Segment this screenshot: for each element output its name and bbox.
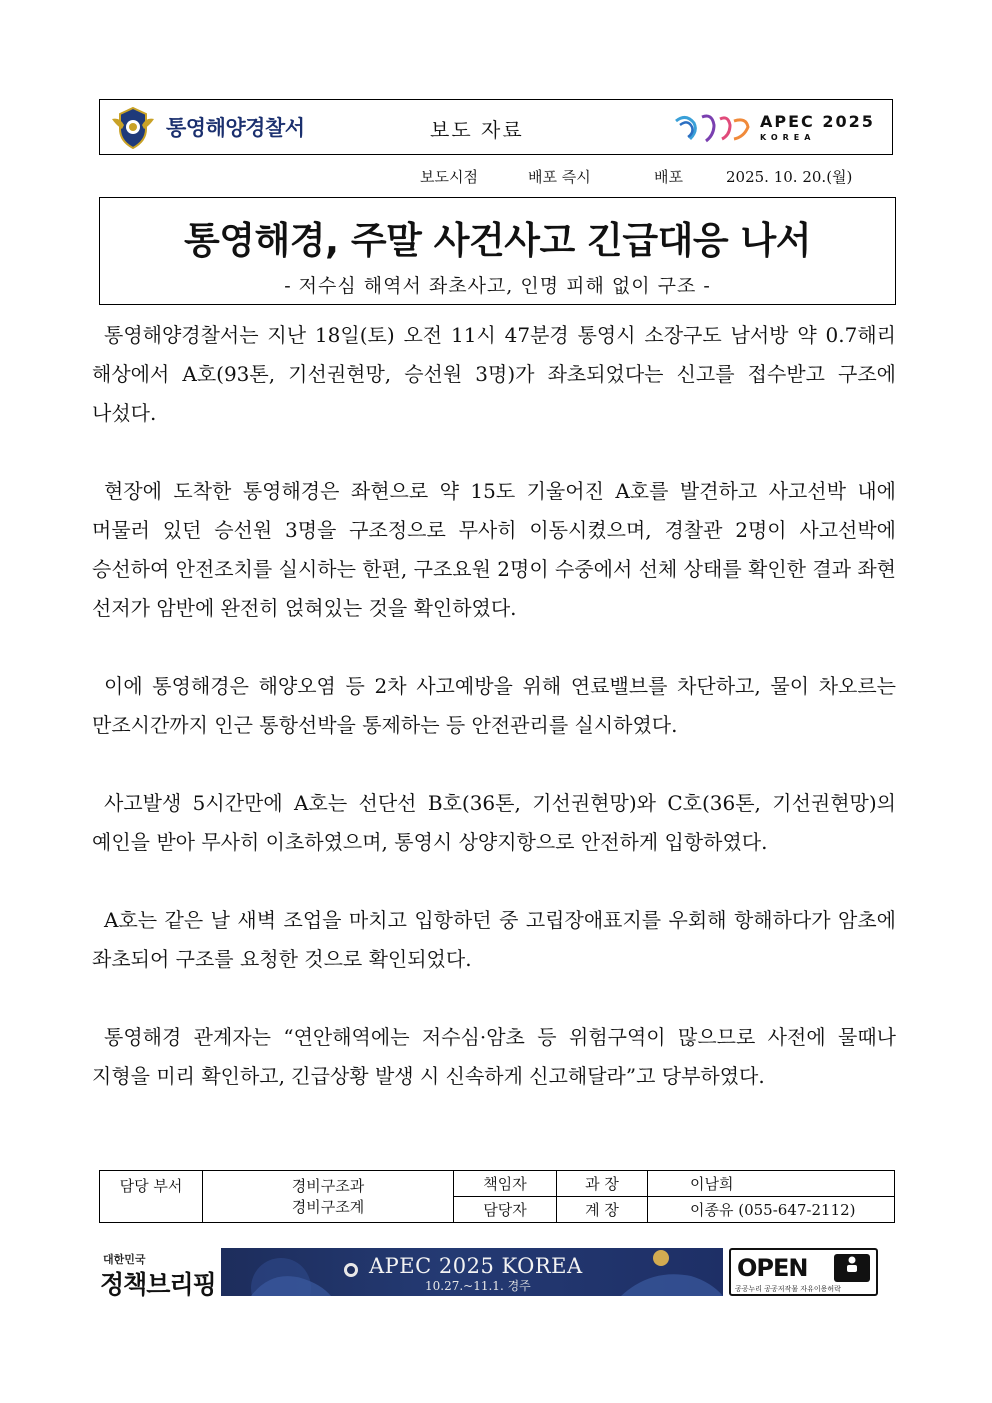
open-text: OPEN (737, 1254, 808, 1282)
release-timing: 배포 즉시 (528, 168, 591, 186)
position-contact: 계 장 (557, 1197, 648, 1223)
team-name: 경비구조계 (291, 1197, 365, 1216)
paragraph: A호는 같은 날 새벽 조업을 마치고 입항하던 중 고립장애표지를 우회해 항해하다가 암초에 좌초되어 구조를 요청한 것으로 확인되었다. (92, 908, 896, 971)
release-date: 2025. 10. 20.(월) (726, 168, 853, 186)
headline-box (99, 197, 896, 305)
banner-dates: 10.27.~11.1. 경주 (425, 1279, 531, 1293)
apec-title: APEC 2025 (760, 112, 875, 131)
apec-banner (221, 1248, 723, 1296)
press-header (99, 99, 893, 155)
brand-big: 정책브리핑 (100, 1270, 216, 1299)
apec-logo-icon (672, 109, 752, 147)
coast-guard-emblem-icon (110, 105, 156, 151)
paragraph: 현장에 도착한 통영해경은 좌현으로 약 15도 기울어진 A호를 발견하고 사고선박 내에 머물러 있던 승선원 3명을 구조정으로 무사히 이동시켰으며, 경찰관 2명이 사고선박에 승선하여 안전조치를 실시하는 한편, 구조요원 2명이 수중에서 선체 상태를 확인한 결과 좌현 선저가 암반에 완전히 얹혀있는 것을 확인하였다. (92, 479, 896, 620)
attribution-icon (834, 1254, 946, 1311)
role-contact: 담당자 (454, 1197, 557, 1223)
apec-subtitle: KOREA (760, 133, 816, 142)
release-label: 보도시점 (420, 168, 478, 186)
dept-cell (203, 1171, 454, 1223)
paragraph: 이에 통영해경은 해양오염 등 2차 사고예방을 위해 연료밸브를 차단하고, 물이 차오르는 만조시간까지 인근 통항선박을 통제하는 등 안전관리를 실시하였다. (92, 674, 896, 737)
org-name: 통영해양경찰서 (166, 116, 305, 140)
dept-label: 담당 부서 (100, 1171, 203, 1223)
sub-headline: - 저수심 해역서 좌초사고, 인명 피해 없이 구조 - (284, 275, 711, 297)
policy-briefing-logo (100, 1251, 216, 1299)
attribution-label: 출처표시 (940, 1277, 946, 1311)
paragraph: 통영해경 관계자는 “연안해역에는 저수심·암초 등 위험구역이 많으므로 사전에 물때나 지형을 미리 확인하고, 긴급상황 발생 시 신속하게 신고해달라”고 당부하였다. (92, 1025, 896, 1088)
article-body (92, 316, 896, 1135)
name-contact: 이종유 (055-647-2112) (648, 1197, 895, 1223)
role-manager: 책임자 (454, 1171, 557, 1197)
headline: 통영해경, 주말 사건사고 긴급대응 나서 (184, 219, 811, 262)
distribution-label: 배포 (654, 168, 683, 186)
person-icon (834, 1254, 870, 1274)
open-subtext: 공공누리 공공저작물 자유이용허락 (735, 1285, 841, 1293)
paragraph: 통영해양경찰서는 지난 18일(토) 오전 11시 47분경 통영시 소장구도 남서방 약 0.7해리 해상에서 A호(93톤, 기선권현망, 승선원 3명)가 좌초되었다는 신고를 접수받고 구조에 나섰다. (92, 323, 896, 425)
brand-small: 대한민국 (103, 1253, 146, 1266)
position-manager: 과 장 (557, 1171, 648, 1197)
contact-table (99, 1170, 895, 1223)
kogl-open-badge (729, 1248, 946, 1311)
name-manager: 이남희 (648, 1171, 895, 1197)
paragraph: 사고발생 5시간만에 A호는 선단선 B호(36톤, 기선권현망)와 C호(36톤, 기선권현망)의 예인을 받아 무사히 이초하였으며, 통영시 상양지항으로 안전하게 입항하였다. (92, 791, 896, 854)
dept-name: 경비구조과 (291, 1176, 365, 1195)
doc-type: 보도 자료 (430, 118, 524, 142)
banner-title: APEC 2025 KOREA (369, 1254, 583, 1278)
